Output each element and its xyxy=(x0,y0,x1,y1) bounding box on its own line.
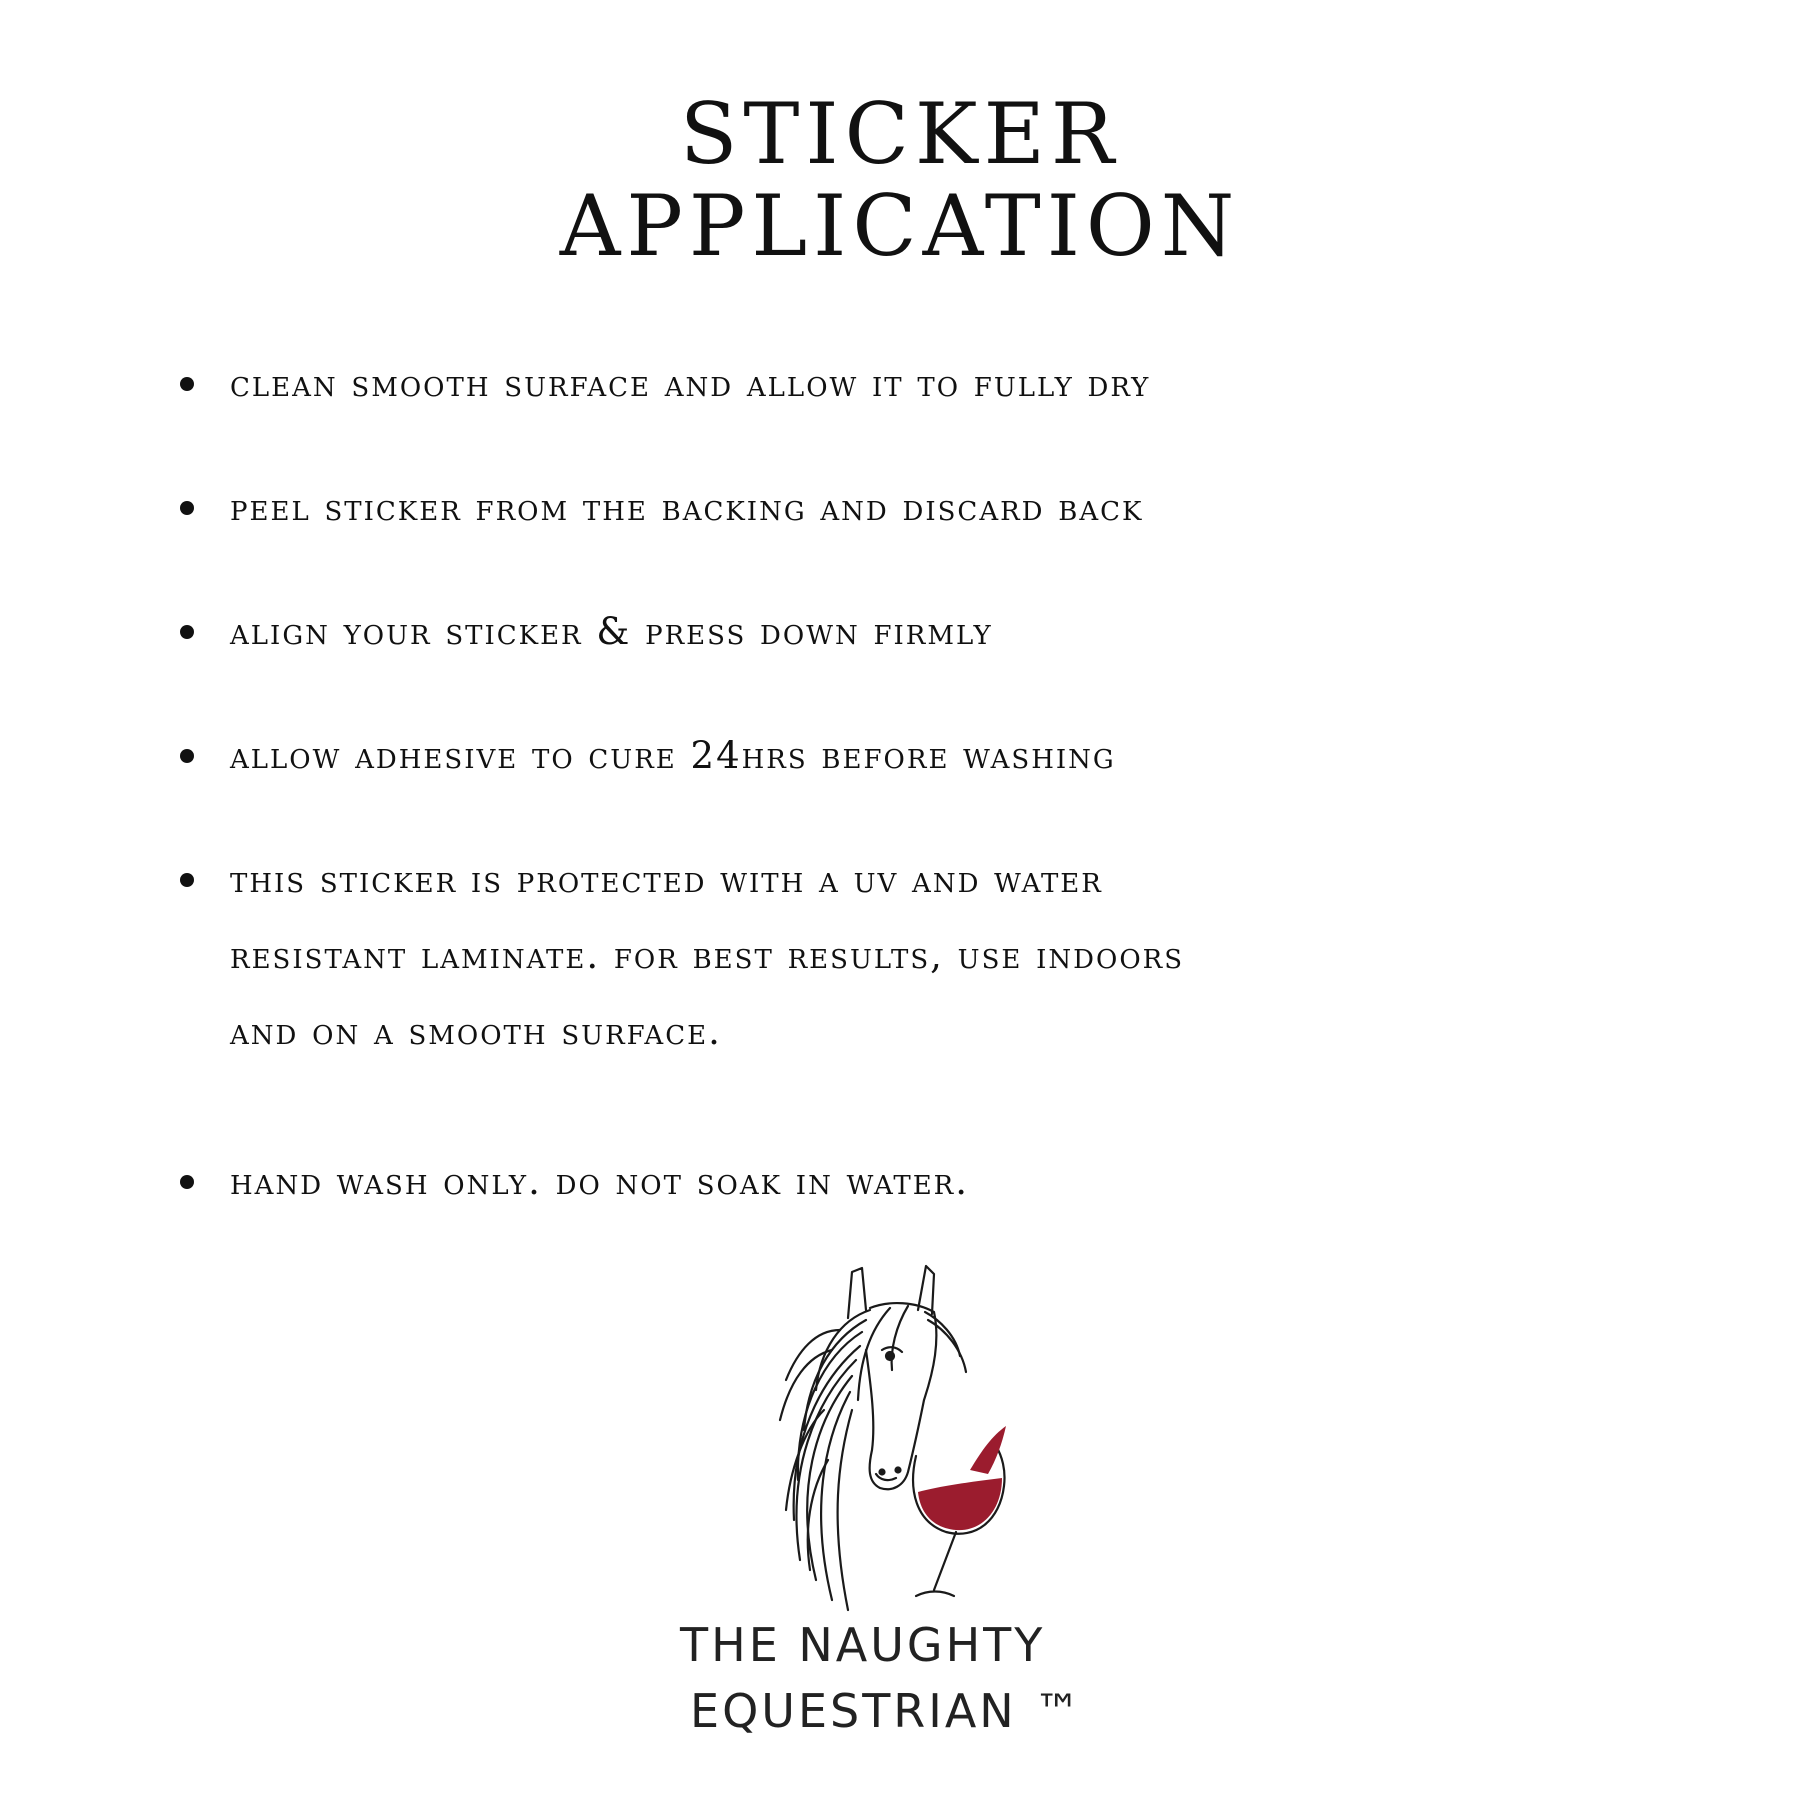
list-item xyxy=(230,346,1670,422)
bullet-icon xyxy=(180,625,194,639)
instruction-text: hand wash only. do not soak in water. xyxy=(230,1160,970,1203)
list-item xyxy=(230,842,1670,1070)
horse-with-wine-glass-icon xyxy=(720,1260,1050,1620)
bullet-icon xyxy=(180,501,194,515)
brand-line-1: THE NAUGHTY xyxy=(680,1618,1046,1672)
bullet-icon xyxy=(180,377,194,391)
list-item xyxy=(230,718,1670,794)
bullet-icon xyxy=(180,749,194,763)
list-item xyxy=(230,1144,1670,1220)
instruction-text: peel sticker from the backing and discard back xyxy=(230,486,1144,529)
title-line-1: STICKER xyxy=(679,85,1121,183)
instruction-text-line-3: and on a smooth surface. xyxy=(230,1010,722,1053)
instruction-text-line-1: this sticker is protected with a uv and water xyxy=(230,858,1103,901)
instruction-text: allow adhesive to cure 24hrs before washing xyxy=(230,734,1116,777)
instruction-text: align your sticker & press down firmly xyxy=(230,610,993,653)
brand-line-2: EQUESTRIAN ™ xyxy=(690,1684,1084,1738)
list-item xyxy=(230,470,1670,546)
title-line-2: APPLICATION xyxy=(559,177,1241,275)
bullet-icon xyxy=(180,1175,194,1189)
instruction-text-line-2: resistant laminate. for best results, use indoors xyxy=(230,934,1185,977)
brand-name xyxy=(640,1612,1120,1744)
bullet-icon xyxy=(180,873,194,887)
list-item xyxy=(230,594,1670,670)
instruction-text: clean smooth surface and allow it to fully dry xyxy=(230,362,1151,405)
